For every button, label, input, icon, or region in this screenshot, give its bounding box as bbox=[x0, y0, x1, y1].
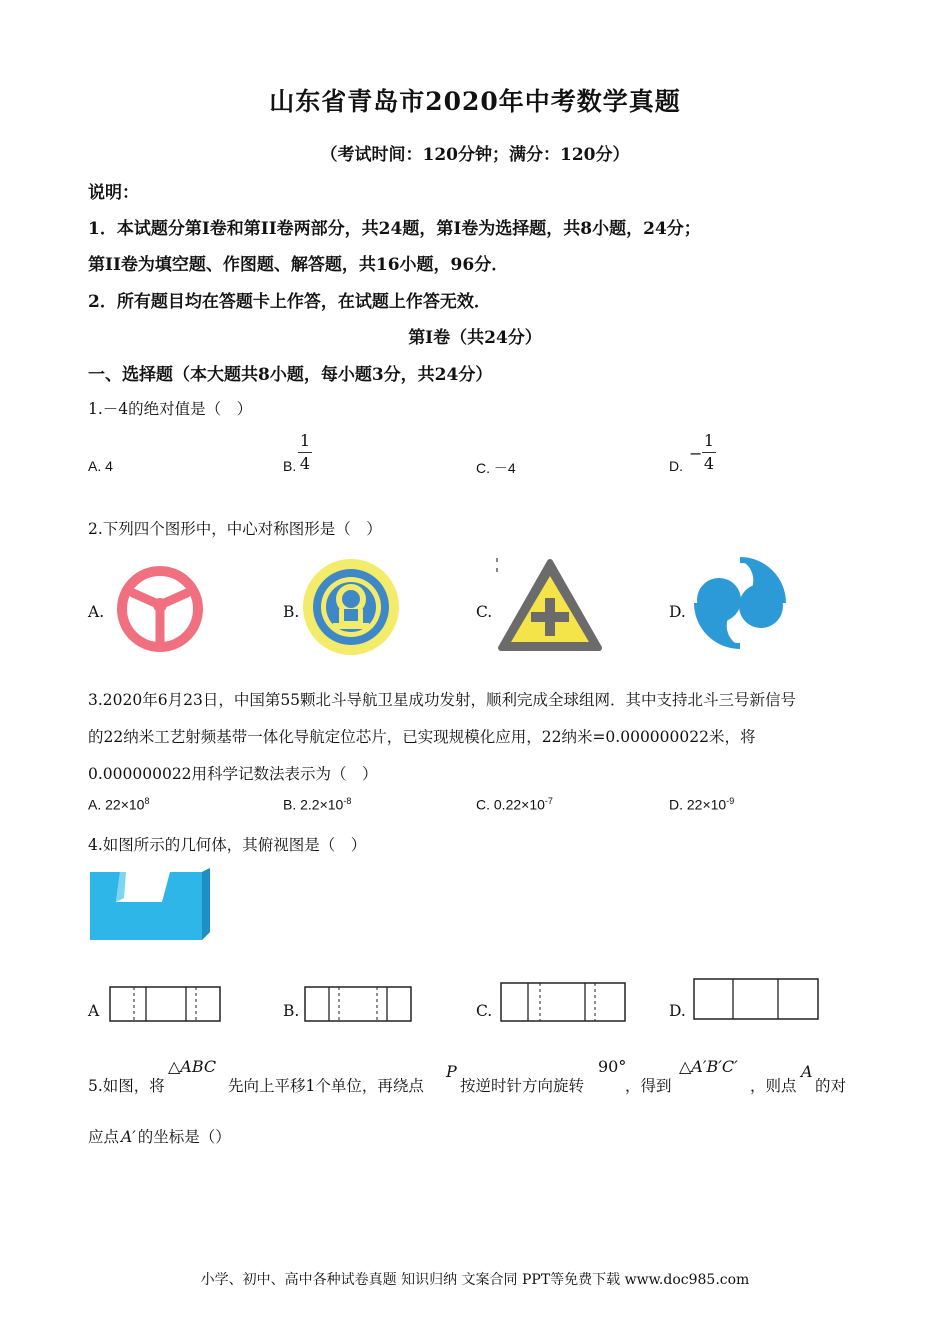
q4-option-d-figure bbox=[693, 978, 819, 1020]
part1-title: 一、选择题（本大题共8小题，每小题3分，共24分） bbox=[88, 365, 493, 385]
q5-point-p: P bbox=[446, 1062, 457, 1081]
q5-text-5: ，则点 bbox=[750, 1077, 797, 1095]
q3-line-2: 的22纳米工艺射频基带一体化导航定位芯片，已实现规模化应用，22纳米=0.000000022米，将 bbox=[88, 728, 756, 746]
option-text: B. 2.2×10 bbox=[283, 796, 344, 813]
q5-text-6: 的对 bbox=[815, 1077, 847, 1095]
option-text: A. 22×10 bbox=[88, 796, 145, 813]
q1-option-d-sign: − bbox=[689, 444, 703, 463]
q4-option-c-figure bbox=[500, 982, 626, 1022]
q5-text-4: ，得到 bbox=[625, 1077, 672, 1095]
q4-option-b-label: B. bbox=[283, 1002, 300, 1020]
q3-option-d bbox=[669, 796, 734, 813]
q5-triangle-a-b-c-prime: △A′B′C′ bbox=[679, 1057, 738, 1076]
q4-option-c-label: C. bbox=[476, 1002, 493, 1020]
q5-angle: 90° bbox=[598, 1057, 627, 1076]
railway-logo-icon bbox=[301, 557, 401, 657]
q3-option-a bbox=[88, 796, 149, 813]
fraction-bar bbox=[702, 452, 716, 453]
fraction-denominator: 4 bbox=[703, 454, 715, 473]
fraction-numerator: 1 bbox=[299, 431, 311, 450]
q5-line-2 bbox=[88, 1125, 231, 1147]
instructions-line-2: 第II卷为填空题、作图题、解答题，共16小题，96分． bbox=[88, 255, 509, 275]
q3-option-b bbox=[283, 796, 351, 813]
instructions-line-1: 1．本试题分第I卷和第II卷两部分，共24题，第I卷为选择题，共8小题，24分； bbox=[88, 219, 701, 239]
fraction-bar bbox=[298, 452, 312, 453]
geometric-solid-figure bbox=[90, 868, 212, 944]
q5-point-a-prime: A′ bbox=[121, 1128, 136, 1146]
option-exponent: -9 bbox=[726, 796, 735, 806]
q1-option-c: C. －4 bbox=[476, 460, 516, 476]
q1-stem: 1.－4的绝对值是（ ） bbox=[88, 400, 253, 418]
q4-stem: 4.如图所示的几何体，其俯视图是（ ） bbox=[88, 836, 367, 854]
fraction-numerator: 1 bbox=[703, 431, 715, 450]
section-title: 第I卷（共24分） bbox=[408, 328, 542, 348]
warning-cross-icon bbox=[497, 556, 603, 654]
page-title: 山东省青岛市2020年中考数学真题 bbox=[269, 87, 681, 116]
q5-point-a: A bbox=[801, 1062, 813, 1081]
q5-triangle-abc: △ABC bbox=[168, 1057, 217, 1076]
q1-option-d-label: D. bbox=[669, 458, 683, 474]
q3-line-3: 0.000000022用科学记数法表示为（ ） bbox=[88, 765, 378, 783]
instructions-heading: 说明： bbox=[88, 183, 139, 203]
swirl-circle-icon bbox=[693, 556, 787, 650]
option-exponent: 8 bbox=[144, 796, 150, 806]
option-text: C. 0.22×10 bbox=[476, 796, 545, 813]
q5-line-2-text: 应点 bbox=[88, 1128, 120, 1146]
q4-option-d-label: D. bbox=[669, 1002, 686, 1020]
q1-option-a: A. 4 bbox=[88, 458, 113, 474]
q1-option-b-fraction bbox=[298, 432, 312, 473]
q3-line-1: 3.2020年6月23日，中国第55颗北斗导航卫星成功发射，顺利完成全球组网．其中支持北斗三号新信号 bbox=[88, 691, 797, 709]
fraction-denominator: 4 bbox=[299, 454, 311, 473]
option-exponent: -7 bbox=[544, 796, 553, 806]
q2-stem: 2.下列四个图形中，中心对称图形是（ ） bbox=[88, 520, 382, 538]
option-exponent: -8 bbox=[343, 796, 352, 806]
page-footer: 小学、初中、高中各种试卷真题 知识归纳 文案合同 PPT等免费下载 www.doc985.com bbox=[200, 1272, 750, 1288]
q2-option-b-label: B. bbox=[283, 603, 300, 621]
q4-option-a-figure bbox=[109, 986, 221, 1022]
q4-option-a-label: A bbox=[88, 1002, 100, 1020]
q2-option-c-label: C. bbox=[476, 603, 493, 621]
q2-option-d-label: D. bbox=[669, 603, 686, 621]
q5-text-1: 5.如图，将 bbox=[88, 1077, 165, 1095]
q5-text-3: 按逆时针方向旋转 bbox=[460, 1077, 585, 1095]
option-text: D. 22×10 bbox=[669, 796, 727, 813]
steering-wheel-icon bbox=[113, 565, 207, 653]
q1-option-b-label: B. bbox=[283, 458, 297, 474]
q5-line-2-tail: 的坐标是（） bbox=[137, 1128, 231, 1146]
q5-text-2: 先向上平移1个单位，再绕点 bbox=[228, 1077, 424, 1095]
instructions-line-3: 2．所有题目均在答题卡上作答，在试题上作答无效． bbox=[88, 292, 491, 312]
q4-option-b-figure bbox=[304, 986, 412, 1022]
q2-option-a-label: A. bbox=[88, 603, 105, 621]
exam-subtitle: （考试时间：120分钟；满分：120分） bbox=[320, 145, 630, 165]
q1-option-d-fraction bbox=[702, 432, 716, 473]
q3-option-c bbox=[476, 796, 553, 813]
